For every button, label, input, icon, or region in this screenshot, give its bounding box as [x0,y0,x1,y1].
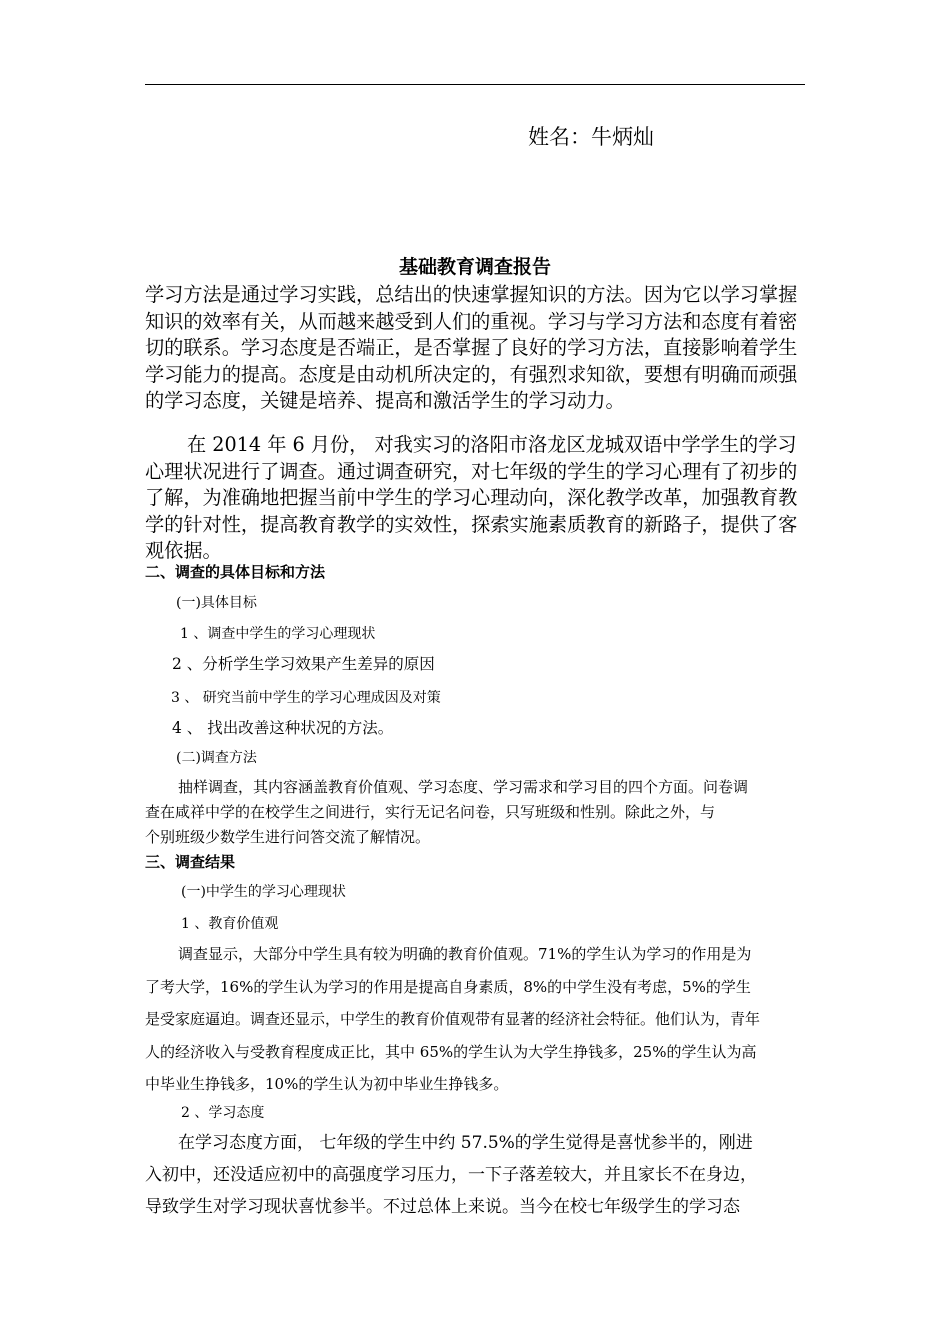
report-title: 基础教育调查报告 [398,256,551,278]
attitude-line: 在学习态度方面， 七年级的学生中约 57.5%的学生觉得是喜忧参半的，刚进 [178,1133,753,1153]
section-2-sub-1: (一)具体目标 [176,595,257,611]
values-line: 调查显示，大部分中学生具有较为明确的教育价值观。71%的学生认为学习的作用是为 [178,945,752,963]
goal-item-4: 4 、 找出改善这种状况的方法。 [172,719,394,737]
values-paragraph [145,938,810,1101]
goal-item-1: 1 、调查中学生的学习心理现状 [180,626,376,642]
values-line: 人的经济收入与受教育程度成正比，其中 65%的学生认为大学生挣钱多，25%的学生认为高 [145,1042,757,1061]
intro-paragraph-1 [145,282,810,415]
values-line: 中毕业生挣钱多，10%的学生认为初中毕业生挣钱多。 [145,1075,509,1093]
section-3-heading: 三、调查结果 [145,853,236,871]
section-2-sub-2: (二)调查方法 [176,750,257,766]
section-2-heading: 二、调查的具体目标和方法 [145,563,326,581]
result-item-1: 1 、教育价值观 [181,916,279,932]
method-line: 查在咸祥中学的在校学生之间进行，实行无记名问卷，只写班级和性别。除此之外，与 [145,803,716,821]
intro-paragraph-2-text: 在 2014 年 6 月份， 对我实习的洛阳市洛龙区龙城双语中学学生的学习心理状况进行了调查。通过调查研究，对七年级的学生的学习心理有了初步的了解，为准确地把握当前中学生的学习心理动向，深化教学改革，加强教育教学的针对性，提高教育教学的实效性，探索实施素质教育的新路子，提供了客观依据。 [145,433,798,563]
attitude-line: 导致学生对学习现状喜忧参半。不过总体上来说。当今在校七年级学生的学习态 [145,1197,740,1217]
header-rule [145,84,805,85]
method-paragraph [145,775,810,850]
goal-item-2: 2 、分析学生学习效果产生差异的原因 [172,655,435,673]
result-item-2: 2 、学习态度 [181,1105,265,1121]
method-line: 个别班级少数学生进行问答交流了解情况。 [145,828,431,846]
values-line: 了考大学，16%的学生认为学习的作用是提高自身素质，8%的中学生没有考虑，5%的学生 [145,977,751,996]
section-3-sub-1: (一)中学生的学习心理现状 [181,884,346,900]
goal-item-3: 3 、 研究当前中学生的学习心理成因及对策 [171,690,441,706]
attitude-paragraph [145,1127,810,1223]
method-line: 抽样调查，其内容涵盖教育价值观、学习态度、学习需求和学习目的四个方面。问卷调 [178,778,749,796]
intro-paragraph-2 [145,432,810,565]
attitude-line: 入初中，还没适应初中的高强度学习压力，一下子落差较大，并且家长不在身边， [145,1165,757,1185]
author-name: 姓名：牛炳灿 [528,125,654,149]
values-line: 是受家庭逼迫。调查还显示，中学生的教育价值观带有显著的经济社会特征。他们认为，青年 [145,1010,761,1028]
intro-paragraph-1-text: 学习方法是通过学习实践，总结出的快速掌握知识的方法。因为它以学习掌握知识的效率有关，从而越来越受到人们的重视。学习与学习方法和态度有着密切的联系。学习态度是否端正，是否掌握了良好的学习方法，直接影响着学生学习能力的提高。态度是由动机所决定的，有强烈求知欲，要想有明确而顽强的学习态度，关键是培养、提高和激活学生的学习动力。 [145,283,798,413]
